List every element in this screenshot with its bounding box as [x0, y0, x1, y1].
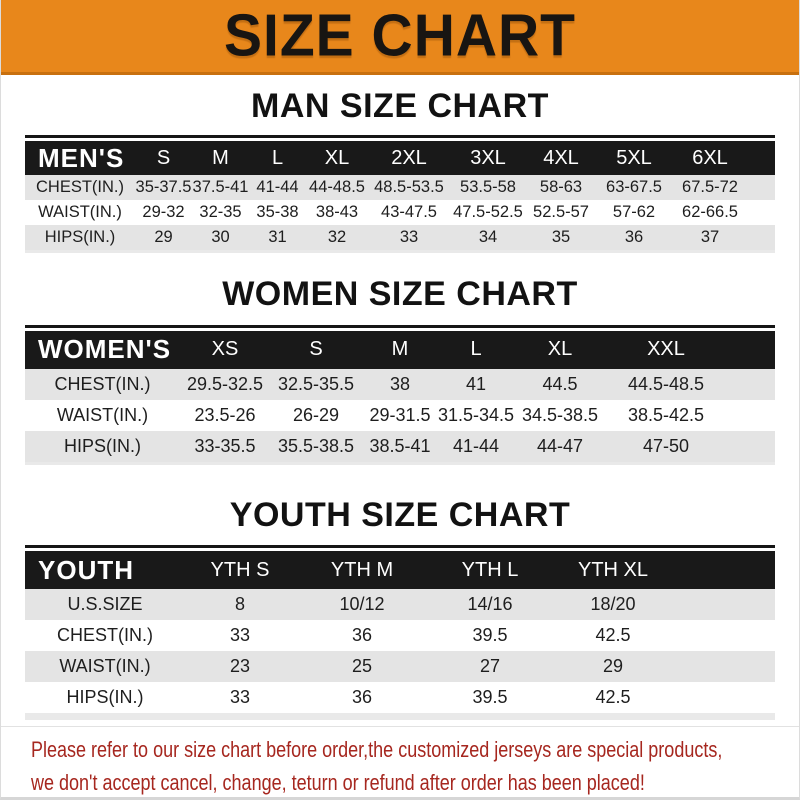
size-value: 44-48.5 [306, 175, 368, 200]
table-bottom-rule [25, 462, 775, 465]
size-column-header: L [249, 141, 306, 175]
size-value: 23.5-26 [180, 400, 270, 431]
spacer-cell [675, 682, 775, 713]
spacer-cell [675, 620, 775, 651]
spacer-cell [726, 431, 775, 462]
size-value: 35.5-38.5 [270, 431, 362, 462]
size-column-header: XS [180, 331, 270, 369]
size-column-header: 2XL [368, 141, 450, 175]
table-bottom-rule [25, 250, 775, 253]
size-value: 44-47 [514, 431, 606, 462]
size-value: 36 [295, 682, 429, 713]
row-label: U.S.SIZE [25, 589, 185, 620]
size-value: 23 [185, 651, 295, 682]
size-value: 36 [295, 620, 429, 651]
size-column-header: YTH XL [551, 551, 675, 589]
table-row [25, 369, 775, 400]
table-header-label: WOMEN'S [25, 331, 180, 369]
size-value: 44.5-48.5 [606, 369, 726, 400]
size-value: 34 [450, 225, 526, 250]
section-heading: YOUTH SIZE CHART [229, 495, 571, 534]
size-value: 35 [526, 225, 596, 250]
size-value: 29-31.5 [362, 400, 438, 431]
size-column-header: M [362, 331, 438, 369]
size-value: 35-38 [249, 200, 306, 225]
size-value: 58-63 [526, 175, 596, 200]
size-value: 37.5-41 [192, 175, 249, 200]
size-value: 52.5-57 [526, 200, 596, 225]
sections-container [1, 88, 799, 720]
size-value: 31 [249, 225, 306, 250]
row-label: WAIST(IN.) [25, 400, 180, 431]
size-value: 41 [438, 369, 514, 400]
row-label: CHEST(IN.) [25, 175, 135, 200]
size-value: 33 [368, 225, 450, 250]
size-value: 33 [185, 620, 295, 651]
table-top-rule [25, 135, 775, 138]
size-column-header: 3XL [450, 141, 526, 175]
spacer-cell [675, 651, 775, 682]
disclaimer-line-2: we don't accept cancel, change, teturn or refund after order has been placed! [31, 770, 645, 796]
section-heading: WOMEN SIZE CHART [222, 275, 578, 314]
table-row [25, 400, 775, 431]
size-value: 14/16 [429, 589, 551, 620]
size-column-header: 4XL [526, 141, 596, 175]
size-value: 26-29 [270, 400, 362, 431]
row-label: CHEST(IN.) [25, 620, 185, 651]
size-value: 32.5-35.5 [270, 369, 362, 400]
size-value: 37 [672, 225, 748, 250]
row-label: HIPS(IN.) [25, 225, 135, 250]
size-value: 33-35.5 [180, 431, 270, 462]
row-label: WAIST(IN.) [25, 651, 185, 682]
size-value: 29-32 [135, 200, 192, 225]
spacer-cell [675, 589, 775, 620]
table-header-label: MEN'S [25, 141, 135, 175]
size-column-header: XL [514, 331, 606, 369]
table-row [25, 225, 775, 250]
spacer-cell [726, 331, 775, 369]
table-top-rule [25, 325, 775, 328]
size-value: 38.5-41 [362, 431, 438, 462]
size-value: 62-66.5 [672, 200, 748, 225]
table-top-rule [25, 545, 775, 548]
size-value: 41-44 [249, 175, 306, 200]
disclaimer-line-1: Please refer to our size chart before order,the customized jerseys are special products, [31, 737, 723, 763]
size-value: 39.5 [429, 682, 551, 713]
table-row [25, 175, 775, 200]
size-column-header: 5XL [596, 141, 672, 175]
size-value: 10/12 [295, 589, 429, 620]
size-value: 34.5-38.5 [514, 400, 606, 431]
size-value: 32-35 [192, 200, 249, 225]
size-value: 42.5 [551, 620, 675, 651]
size-value: 38-43 [306, 200, 368, 225]
size-value: 41-44 [438, 431, 514, 462]
section-heading: MAN SIZE CHART [251, 87, 549, 125]
size-column-header: YTH M [295, 551, 429, 589]
spacer-cell [675, 551, 775, 589]
size-section-womens [1, 276, 799, 464]
size-value: 67.5-72 [672, 175, 748, 200]
size-column-header: M [192, 141, 249, 175]
row-label: WAIST(IN.) [25, 200, 135, 225]
size-value: 39.5 [429, 620, 551, 651]
size-value: 38.5-42.5 [606, 400, 726, 431]
size-column-header: S [270, 331, 362, 369]
size-column-header: 6XL [672, 141, 748, 175]
size-column-header: YTH S [185, 551, 295, 589]
table-header-row [25, 551, 775, 589]
spacer-cell [726, 400, 775, 431]
size-value: 30 [192, 225, 249, 250]
table-wrap [25, 325, 775, 465]
table-row [25, 431, 775, 462]
table-header-row [25, 331, 775, 369]
size-value: 44.5 [514, 369, 606, 400]
size-value: 36 [596, 225, 672, 250]
size-table-womens [25, 331, 775, 462]
size-value: 48.5-53.5 [368, 175, 450, 200]
table-bottom-rule [25, 713, 775, 720]
table-row [25, 651, 775, 682]
spacer-cell [748, 200, 775, 225]
size-section-youth [1, 497, 799, 720]
table-wrap [25, 545, 775, 720]
size-column-header: L [438, 331, 514, 369]
size-value: 8 [185, 589, 295, 620]
size-value: 33 [185, 682, 295, 713]
table-header-label: YOUTH [25, 551, 185, 589]
size-value: 32 [306, 225, 368, 250]
spacer-cell [748, 141, 775, 175]
size-value: 35-37.5 [135, 175, 192, 200]
table-row [25, 620, 775, 651]
size-value: 63-67.5 [596, 175, 672, 200]
table-row [25, 200, 775, 225]
size-value: 57-62 [596, 200, 672, 225]
table-row [25, 682, 775, 713]
size-value: 31.5-34.5 [438, 400, 514, 431]
spacer-cell [748, 225, 775, 250]
size-value: 25 [295, 651, 429, 682]
table-wrap [25, 135, 775, 253]
size-column-header: YTH L [429, 551, 551, 589]
disclaimer [1, 726, 799, 799]
size-value: 18/20 [551, 589, 675, 620]
size-value: 27 [429, 651, 551, 682]
size-value: 29 [551, 651, 675, 682]
row-label: HIPS(IN.) [25, 431, 180, 462]
row-label: CHEST(IN.) [25, 369, 180, 400]
size-section-mens [1, 88, 799, 253]
size-column-header: S [135, 141, 192, 175]
size-chart-banner [1, 0, 799, 75]
size-table-youth [25, 551, 775, 713]
banner-title: SIZE CHART [224, 2, 576, 69]
row-label: HIPS(IN.) [25, 682, 185, 713]
table-header-row [25, 141, 775, 175]
size-value: 29 [135, 225, 192, 250]
size-value: 47.5-52.5 [450, 200, 526, 225]
spacer-cell [726, 369, 775, 400]
size-value: 47-50 [606, 431, 726, 462]
size-column-header: XXL [606, 331, 726, 369]
spacer-cell [748, 175, 775, 200]
size-value: 42.5 [551, 682, 675, 713]
size-value: 53.5-58 [450, 175, 526, 200]
table-row [25, 589, 775, 620]
size-table-mens [25, 141, 775, 250]
size-value: 38 [362, 369, 438, 400]
size-value: 43-47.5 [368, 200, 450, 225]
size-value: 29.5-32.5 [180, 369, 270, 400]
size-column-header: XL [306, 141, 368, 175]
